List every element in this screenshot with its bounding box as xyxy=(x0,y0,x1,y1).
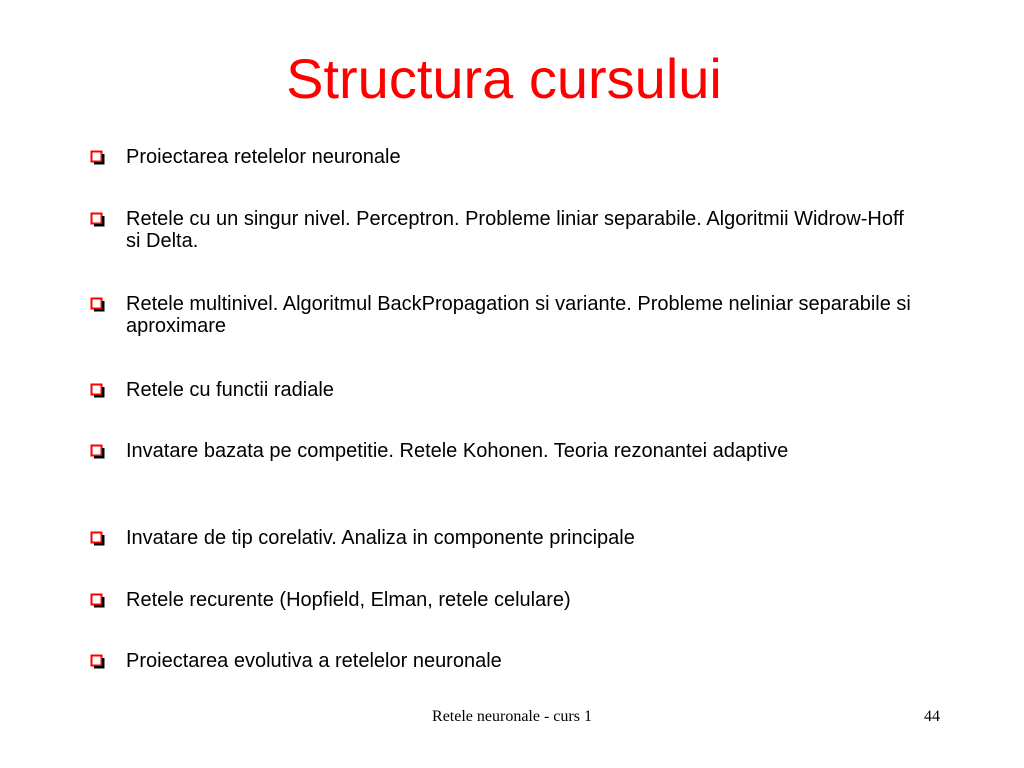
page-number: 44 xyxy=(924,708,940,725)
hollow-square-bullet-icon xyxy=(90,383,105,398)
hollow-square-bullet-icon xyxy=(90,297,105,312)
bullet-item xyxy=(90,379,920,401)
bullet-item xyxy=(90,293,920,337)
hollow-square-bullet-icon xyxy=(90,212,105,227)
bullet-item xyxy=(90,527,920,549)
bullet-text: Retele multinivel. Algoritmul BackPropagation si variante. Probleme neliniar separabile si aproximare xyxy=(126,293,911,337)
hollow-square-bullet-icon xyxy=(90,531,105,546)
bullet-item xyxy=(90,208,920,252)
hollow-square-bullet-icon xyxy=(90,654,105,669)
bullet-text: Proiectarea retelelor neuronale xyxy=(126,146,401,168)
hollow-square-bullet-icon xyxy=(90,444,105,459)
bullet-item xyxy=(90,650,920,672)
bullet-item xyxy=(90,146,920,168)
slide-title: Structura cursului xyxy=(286,47,722,110)
bullet-text: Invatare bazata pe competitie. Retele Kohonen. Teoria rezonantei adaptive xyxy=(126,440,789,462)
bullet-text: Retele recurente (Hopfield, Elman, retele celulare) xyxy=(126,589,571,611)
bullet-text: Invatare de tip corelativ. Analiza in componente principale xyxy=(126,527,635,549)
bullet-item xyxy=(90,440,920,462)
bullet-item xyxy=(90,589,920,611)
bullet-text: Retele cu functii radiale xyxy=(126,379,334,401)
bullet-text: Proiectarea evolutiva a retelelor neuronale xyxy=(126,650,502,672)
bullet-text: Retele cu un singur nivel. Perceptron. Probleme liniar separabile. Algoritmii Widrow-Hoff si Delta. xyxy=(126,208,904,252)
hollow-square-bullet-icon xyxy=(90,593,105,608)
footer-course-label: Retele neuronale - curs 1 xyxy=(432,708,592,725)
hollow-square-bullet-icon xyxy=(90,150,105,165)
